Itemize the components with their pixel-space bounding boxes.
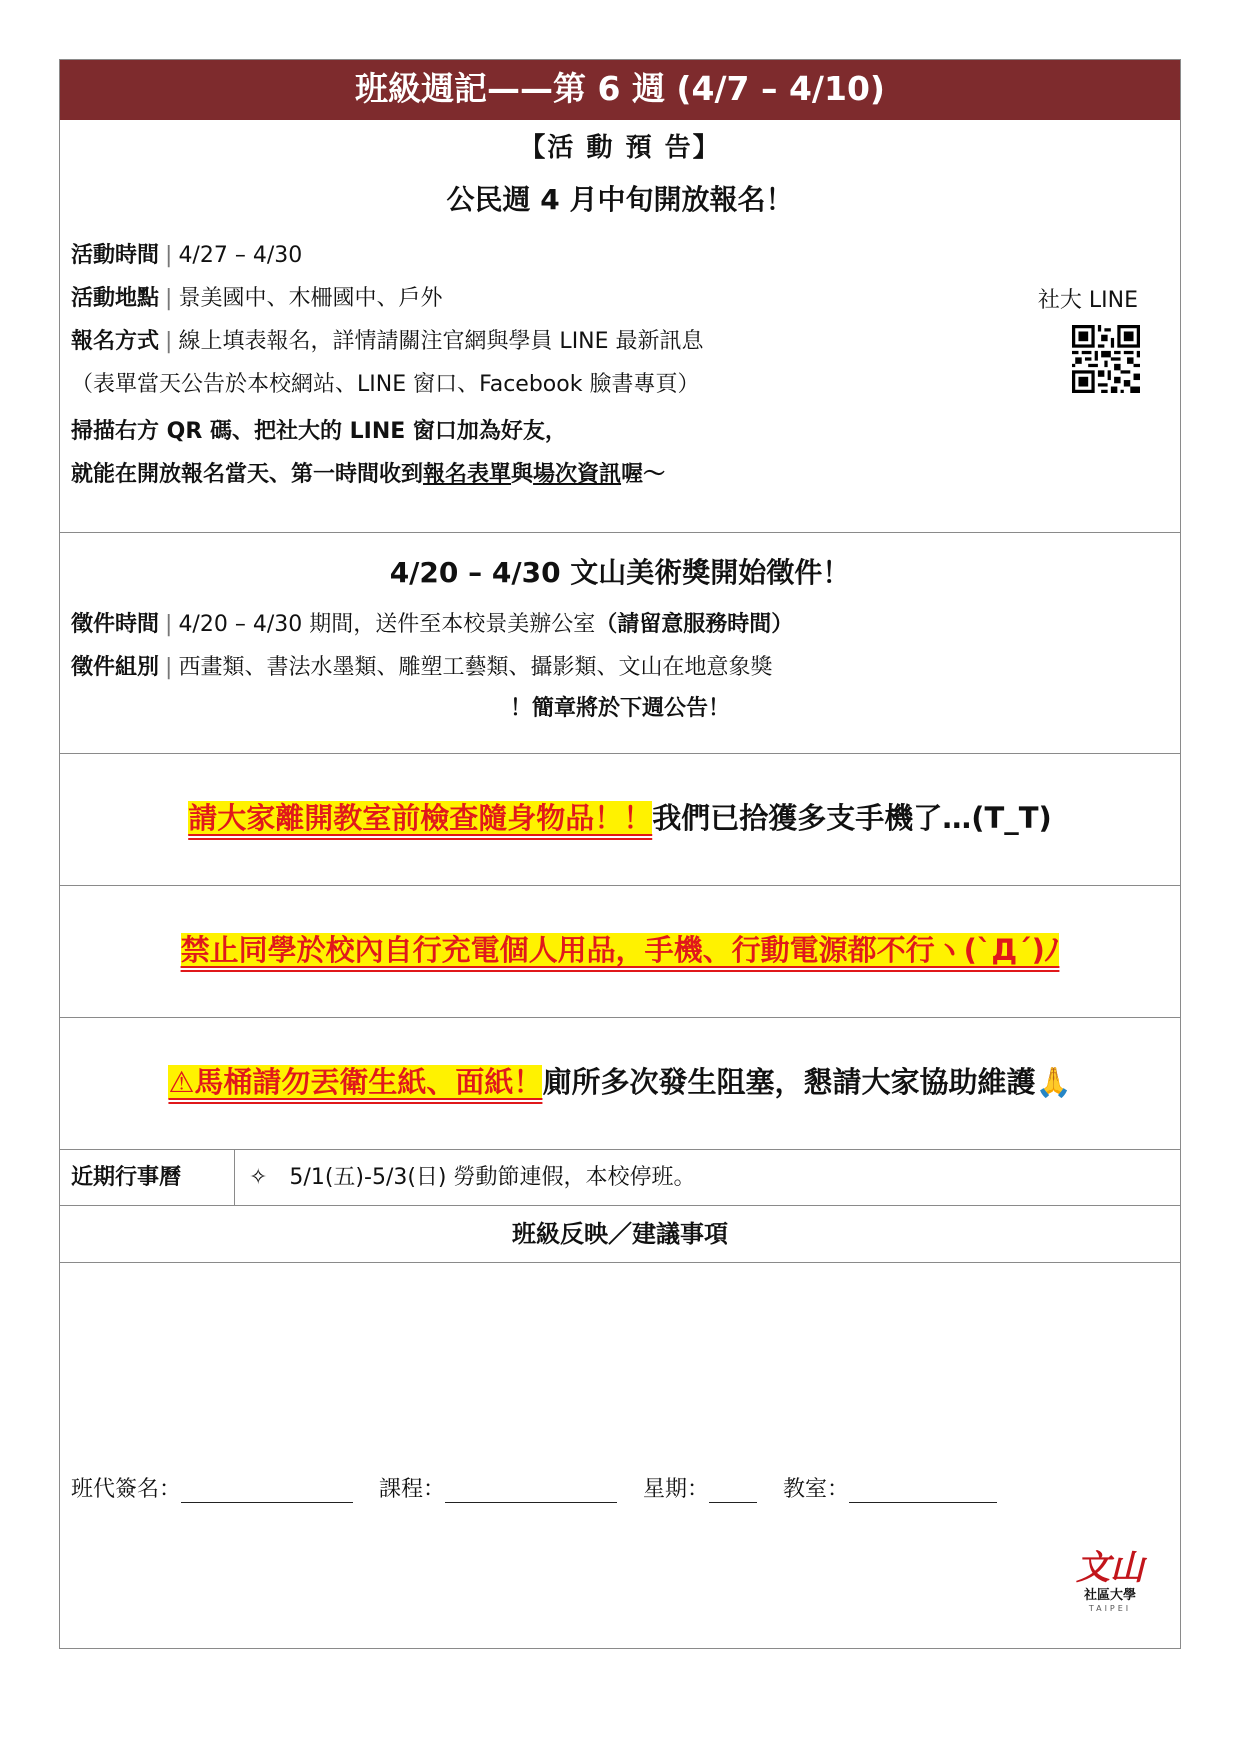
weekday-field[interactable] (709, 1478, 757, 1503)
course-label: 課程： (379, 1477, 446, 1502)
page-title: 班級週記——第 6 週 (4/7 – 4/10) (60, 60, 1180, 120)
belongings-alert (60, 753, 1180, 885)
calendar-item: ✧ 5/1(五)-5/3(日) 勞動節連假，本校停班。 (249, 1165, 696, 1190)
charging-warning: 禁止同學於校內自行充電個人用品，手機、行動電源都不行ヽ(`Д´)ﾉ (180, 933, 1060, 967)
wenshan-logo: 文山 社區大學 TAIPEI (1076, 1548, 1144, 1613)
rep-signature-label: 班代簽名： (71, 1477, 182, 1502)
calendar-row (60, 1149, 1180, 1205)
activity-time-row: 活動時間 | 4/27 – 4/30 (71, 243, 303, 268)
calendar-label: 近期行事曆 (60, 1150, 235, 1205)
feedback-area[interactable] (60, 1276, 1180, 1648)
submission-group-row: 徵件組別 | 西畫類、書法水墨類、雕塑工藝類、攝影類、文山在地意象獎 (71, 655, 773, 680)
line-qr-code-icon[interactable] (1072, 325, 1140, 393)
belongings-warning: 請大家離開教室前檢查隨身物品！！ (188, 801, 653, 835)
classroom-label: 教室： (783, 1477, 850, 1502)
scan-instruction-2: 就能在開放報名當天、第一時間收到報名表單與場次資訊喔～ (71, 462, 666, 487)
award-headline: 4/20 – 4/30 文山美術獎開始徵件！ (389, 556, 851, 589)
toilet-warning: ⚠馬桶請勿丟衛生紙、面紙！ (168, 1065, 543, 1099)
registration-note: （表單當天公告於本校網站、LINE 窗口、Facebook 臉書專頁） (71, 372, 700, 397)
submission-time-row: 徵件時間 | 4/20 – 4/30 期間，送件至本校景美辦公室（請留意服務時間） (71, 612, 794, 637)
activity-notice-section (60, 120, 1180, 532)
notice-headline: 公民週 4 月中旬開放報名！ (446, 183, 794, 216)
weekday-label: 星期： (643, 1477, 710, 1502)
toilet-note: 廁所多次發生阻塞，懇請大家協助維護🙏 (542, 1065, 1072, 1099)
art-award-section (60, 532, 1180, 753)
lost-phones-note: 我們已拾獲多支手機了…(T_T) (652, 801, 1052, 835)
award-footer: ！簡章將於下週公告！ (509, 696, 730, 721)
toilet-alert (60, 1017, 1180, 1149)
classroom-field[interactable] (849, 1478, 997, 1503)
weekly-report-sheet (59, 59, 1181, 1649)
registration-method-row: 報名方式 | 線上填表報名，詳情請關注官網與學員 LINE 最新訊息 (71, 329, 704, 354)
charging-alert (60, 885, 1180, 1017)
section-label: 【活 動 預 告】 (519, 133, 721, 163)
course-field[interactable] (445, 1478, 617, 1503)
rep-signature-field[interactable] (181, 1478, 353, 1503)
qr-label: 社大 LINE (1037, 288, 1138, 313)
signature-row (71, 1472, 997, 1503)
activity-location-row: 活動地點 | 景美國中、木柵國中、戶外 (71, 286, 443, 311)
feedback-title: 班級反映／建議事項 (60, 1205, 1180, 1263)
scan-instruction-1: 掃描右方 QR 碼、把社大的 LINE 窗口加為好友， (71, 419, 567, 444)
